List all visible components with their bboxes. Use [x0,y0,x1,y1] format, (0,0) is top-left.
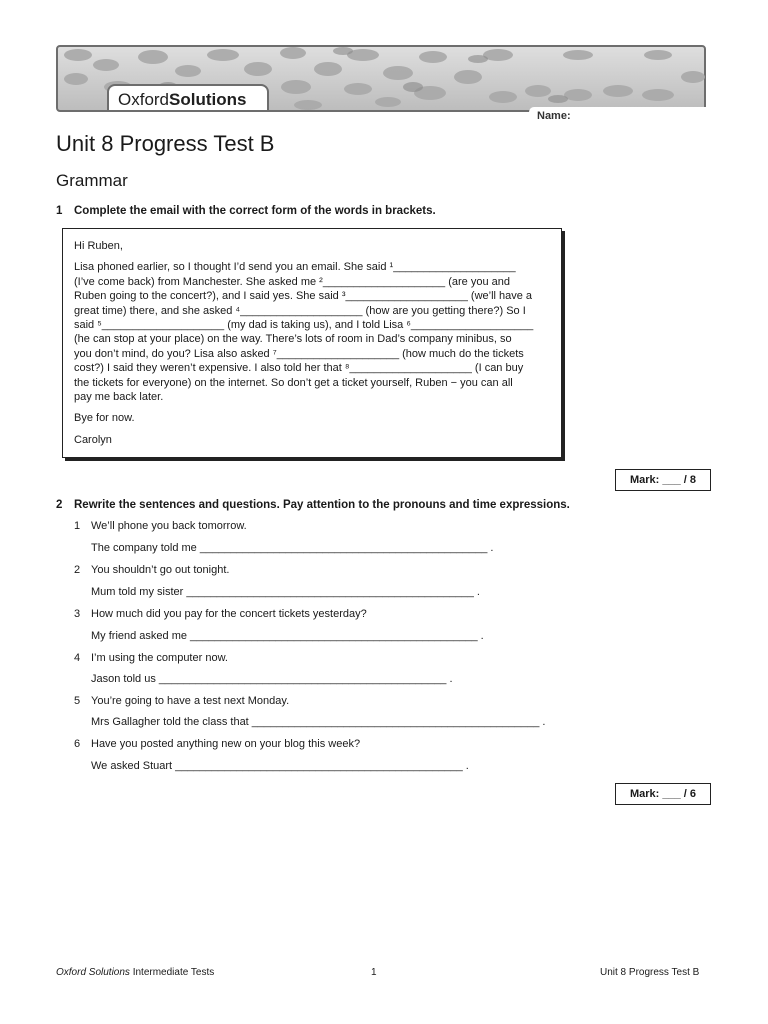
item-number: 1 [74,520,81,532]
question-number: 2 [56,499,63,511]
item-number: 2 [74,564,81,576]
email-line: you don’t mind, do you? Lisa also asked ⁷____________________ (how much do the tickets [74,347,524,360]
item-sentence: You shouldn’t go out tonight. [91,564,230,576]
name-field[interactable] [529,107,751,127]
logo [107,84,269,110]
logo-bold: Solutions [169,90,247,109]
answer-line[interactable]: Jason told us _______________________________________________ . [91,673,453,685]
email-body [74,260,558,404]
email-line: (he can stop at your place) on the way. There’s lots of room in Dad’s company minibus, so [74,333,512,346]
item-number: 3 [74,608,81,620]
item-number: 5 [74,695,81,707]
item-sentence: I’m using the computer now. [91,652,228,664]
item-sentence: We’ll phone you back tomorrow. [91,520,247,532]
mark-box-q2: Mark: ___ / 6 [615,783,711,805]
name-label: Name: [537,110,571,122]
answer-line[interactable]: Mrs Gallagher told the class that _______________________________________________ . [91,716,546,728]
email-line: the tickets for everyone) on the internet. So don’t get a ticket yourself, Ruben − you can all [74,376,513,389]
logo-light: Oxford [118,90,170,109]
logo-text [118,90,246,110]
item-number: 6 [74,738,81,750]
question-2-heading [56,499,570,511]
answer-line[interactable]: We asked Stuart _______________________________________________ . [91,760,469,772]
email-box [62,228,562,458]
email-signoff: Bye for now. [74,412,135,425]
email-line: pay me back later. [74,391,164,404]
question-number: 1 [56,205,63,217]
page-title: Unit 8 Progress Test B [56,131,275,156]
email-line: Lisa phoned earlier, so I thought I’d send you an email. She said ¹____________________ [74,261,516,274]
email-greeting: Hi Ruben, [74,240,123,252]
item-number: 4 [74,652,81,664]
question-instruction: Rewrite the sentences and questions. Pay attention to the pronouns and time expressions. [74,499,570,511]
item-sentence: You’re going to have a test next Monday. [91,695,290,707]
email-signature: Carolyn [74,433,112,446]
answer-line[interactable]: Mum told my sister _______________________________________________ . [91,586,480,598]
section-title: Grammar [56,171,128,190]
footer-right: Unit 8 Progress Test B [600,967,700,978]
page-number: 1 [371,967,377,978]
email-line: cost?) I said they weren’t expensive. I also told her that ⁸____________________ (I can buy [74,362,524,375]
footer-left [56,967,214,978]
email-line: said ⁵____________________ (my dad is taking us), and I told Lisa ⁶____________________ [74,319,534,332]
answer-line[interactable]: The company told me _______________________________________________ . [91,542,494,554]
email-line: (I’ve come back) from Manchester. She asked me ²____________________ (are you and [74,275,510,288]
question-1-heading [56,205,436,217]
email-text [74,239,558,454]
mark-box-q1: Mark: ___ / 8 [615,469,711,491]
item-sentence: Have you posted anything new on your blog this week? [91,738,361,750]
footer-level: Intermediate Tests [129,967,215,978]
footer-series: Oxford Solutions [56,967,130,978]
email-line: Ruben going to the concert?), and I said yes. She said ³____________________ (we’ll have a [74,290,533,303]
item-sentence: How much did you pay for the concert tickets yesterday? [91,608,367,620]
answer-line[interactable]: My friend asked me _______________________________________________ . [91,630,484,642]
question-instruction: Complete the email with the correct form of the words in brackets. [74,205,436,217]
email-line: great time) there, and she asked ⁴____________________ (how are you getting there?) So I [74,304,526,317]
